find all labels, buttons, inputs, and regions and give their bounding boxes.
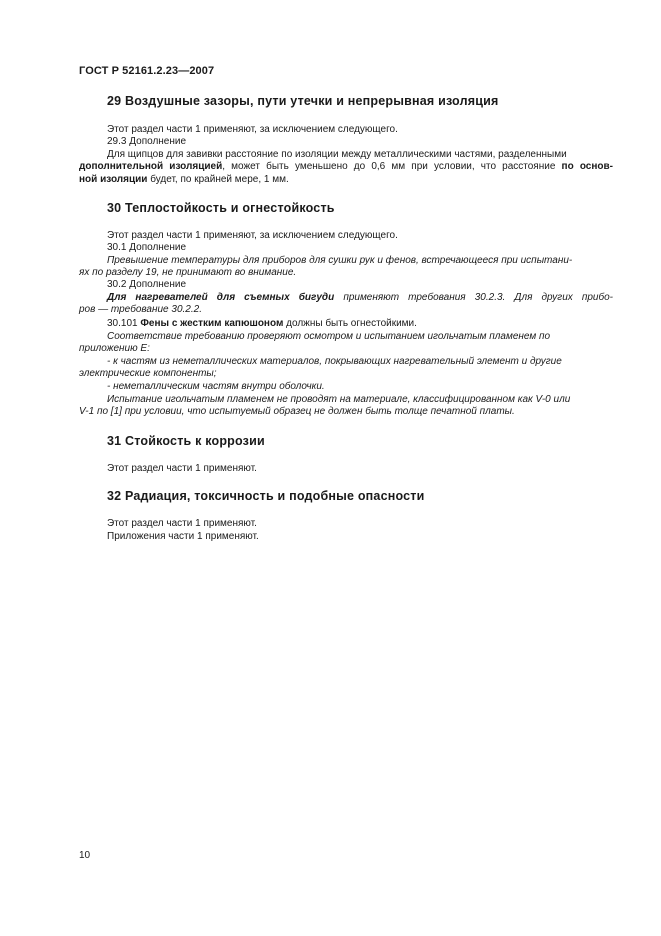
section-29-title: 29 Воздушные зазоры, пути утечки и непрерывная изоляция [107, 94, 499, 108]
clause-30-1-heading: 30.1 Дополнение [107, 242, 187, 253]
clause-30-2-line-1 [107, 292, 613, 304]
clause-30-101-note-line-2: V-1 по [1] при условии, что испытуемый образец не должен быть толще печатной платы. [79, 406, 515, 417]
clause-29-3-line-1: Для щипцов для завивки расстояние по изоляции между металлическими частями, разделенными [107, 149, 567, 160]
section-29-intro: Этот раздел части 1 применяют, за исключением следующего. [107, 124, 398, 135]
clause-30-2-heading: 30.2 Дополнение [107, 279, 187, 290]
clause-29-3-line-2 [79, 161, 613, 173]
clause-30-101-compliance-line-2: приложению Е: [79, 343, 150, 354]
clause-29-3-heading: 29.3 Дополнение [107, 136, 187, 147]
clause-30-101-compliance-line-1: Соответствие требованию проверяют осмотром и испытанием игольчатым пламенем по [107, 331, 551, 342]
section-32-annexes: Приложения части 1 применяют. [107, 531, 259, 542]
clause-29-3-line-3-text: будет, по крайней мере, 1 мм. [147, 174, 289, 185]
clause-30-1-line-1: Превышение температуры для приборов для сушки рук и фенов, встречающееся при испытани- [107, 255, 573, 266]
section-32-intro: Этот раздел части 1 применяют. [107, 518, 257, 529]
clause-30-101-item-1-line-1: - к частям из неметаллических материалов, покрывающих нагревательный элемент и другие [107, 356, 562, 367]
term-basic-insulation-part1: по основ- [561, 161, 613, 172]
term-removable-curler-heaters: Для нагревателей для съемных бигуди [107, 292, 335, 303]
clause-29-3-line-3 [79, 174, 613, 186]
term-basic-insulation-part2: ной изоляции [79, 174, 148, 185]
section-31-title: 31 Стойкость к коррозии [107, 434, 265, 448]
clause-29-3-line-2-text: , может быть уменьшено до 0,6 мм при условии, что расстояние [222, 161, 562, 172]
clause-30-101-number: 30.101 [107, 318, 141, 329]
clause-30-2-line-1-text: применяют требования 30.2.3. Для других прибо- [334, 292, 613, 303]
term-rigid-hood-dryers: Фены с жестким капюшоном [140, 318, 284, 329]
section-32-title: 32 Радиация, токсичность и подобные опасности [107, 489, 425, 503]
clause-30-101-note-line-1: Испытание игольчатым пламенем не проводят на материале, классифицированном как V-0 или [107, 394, 571, 405]
clause-30-1-line-2: ях по разделу 19, не принимают во внимание. [79, 267, 297, 278]
clause-30-101-text: должны быть огнестойкими. [283, 318, 417, 329]
clause-30-101-item-1-line-2: электрические компоненты; [79, 368, 217, 379]
clause-30-101-item-2: - неметаллическим частям внутри оболочки. [107, 381, 325, 392]
clause-30-101-heading [107, 318, 417, 330]
section-30-title: 30 Теплостойкость и огнестойкость [107, 201, 335, 215]
page-number: 10 [79, 850, 91, 861]
section-30-intro: Этот раздел части 1 применяют, за исключением следующего. [107, 230, 398, 241]
clause-30-2-line-2: ров — требование 30.2.2. [79, 304, 202, 315]
section-31-intro: Этот раздел части 1 применяют. [107, 463, 257, 474]
document-header: ГОСТ Р 52161.2.23—2007 [79, 65, 215, 77]
term-supplementary-insulation: дополнительной изоляцией [79, 161, 223, 172]
